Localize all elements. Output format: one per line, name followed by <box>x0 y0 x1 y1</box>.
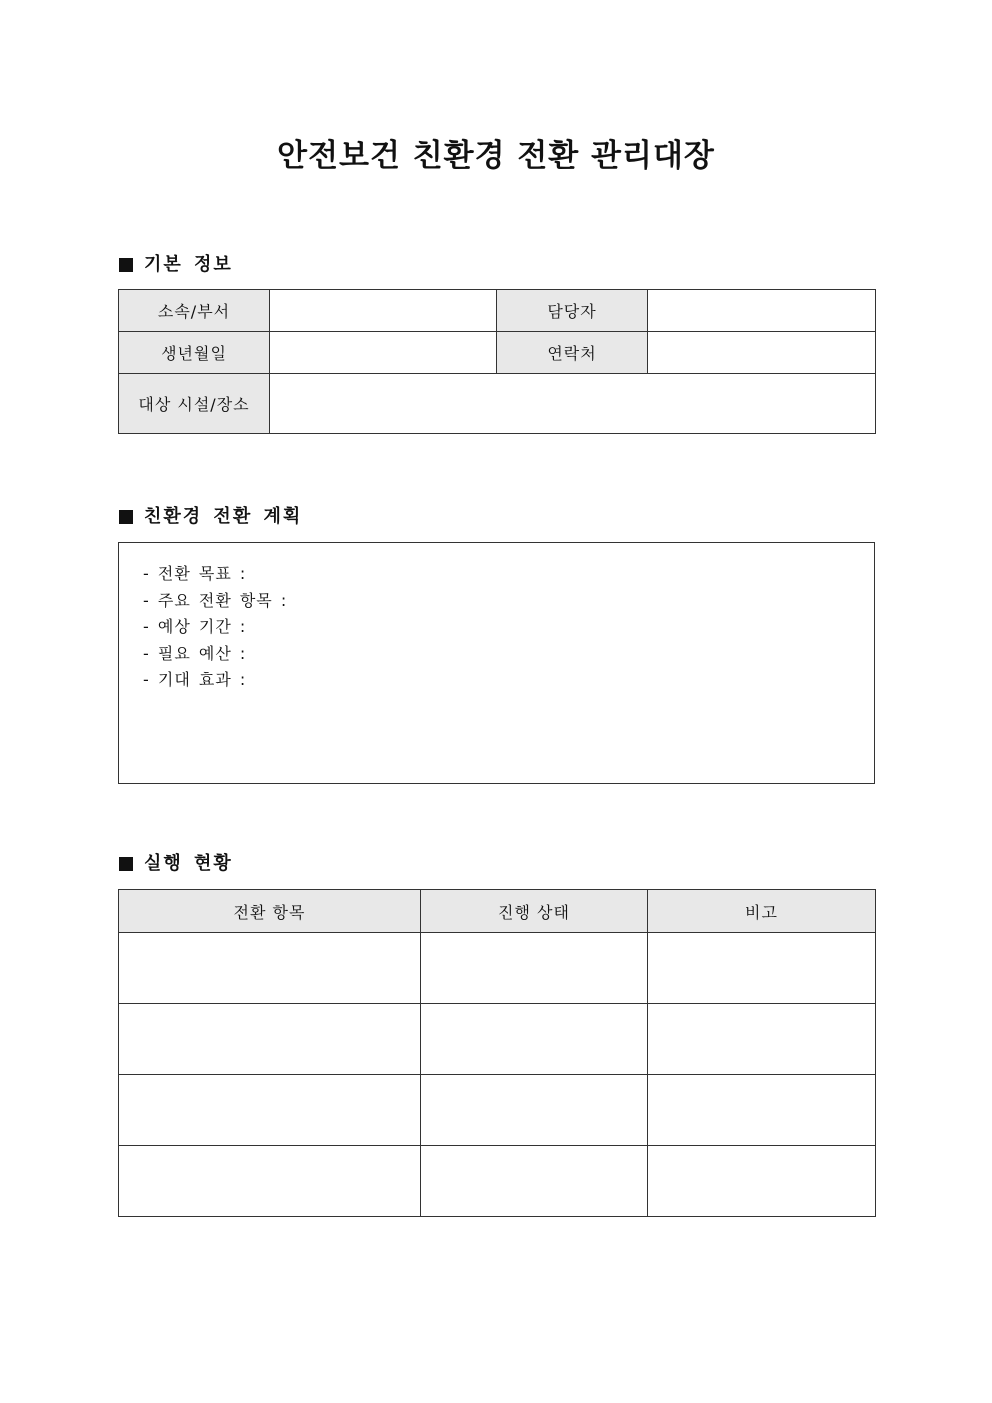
manager-field[interactable] <box>648 290 876 332</box>
remarks-cell[interactable] <box>648 933 876 1004</box>
square-bullet-icon <box>119 857 133 871</box>
item-cell[interactable] <box>119 1146 421 1217</box>
table-row <box>119 1004 876 1075</box>
basic-info-heading <box>119 252 233 278</box>
table-header-row <box>119 890 876 933</box>
column-header-remarks: 비고 <box>648 890 876 933</box>
plan-box[interactable] <box>118 542 875 784</box>
contact-field[interactable] <box>648 332 876 374</box>
table-row <box>119 290 876 332</box>
table-row <box>119 933 876 1004</box>
facility-field[interactable] <box>270 374 876 434</box>
status-heading <box>119 851 233 877</box>
plan-item-effect: - 기대 효과 : <box>143 670 247 689</box>
progress-cell[interactable] <box>421 1075 648 1146</box>
item-cell[interactable] <box>119 1075 421 1146</box>
plan-item-budget: - 필요 예산 : <box>143 643 247 663</box>
table-row <box>119 1146 876 1217</box>
facility-label: 대상 시설/장소 <box>119 374 270 434</box>
manager-label: 담당자 <box>497 290 648 332</box>
table-row <box>119 374 876 434</box>
remarks-cell[interactable] <box>648 1075 876 1146</box>
plan-heading-text: 친환경 전환 계획 <box>144 506 303 527</box>
document-title: 안전보건 친환경 전환 관리대장 <box>277 138 715 174</box>
table-row <box>119 332 876 374</box>
status-table <box>118 889 876 1217</box>
plan-item-goal: - 전환 목표 : <box>143 564 247 583</box>
plan-item-period: - 예상 기간 : <box>143 617 247 636</box>
progress-cell[interactable] <box>421 1146 648 1217</box>
birthdate-label: 생년월일 <box>119 332 270 374</box>
contact-label: 연락처 <box>497 332 648 374</box>
item-cell[interactable] <box>119 933 421 1004</box>
plan-heading <box>119 504 302 530</box>
item-cell[interactable] <box>119 1004 421 1075</box>
column-header-progress: 진행 상태 <box>421 890 648 933</box>
affiliation-field[interactable] <box>270 290 497 332</box>
progress-cell[interactable] <box>421 1004 648 1075</box>
table-row <box>119 1075 876 1146</box>
square-bullet-icon <box>119 510 133 524</box>
square-bullet-icon <box>119 258 133 272</box>
birthdate-field[interactable] <box>270 332 497 374</box>
status-heading-text: 실행 현황 <box>144 853 233 874</box>
remarks-cell[interactable] <box>648 1146 876 1217</box>
remarks-cell[interactable] <box>648 1004 876 1075</box>
column-header-item: 전환 항목 <box>119 890 421 933</box>
plan-list <box>143 561 287 694</box>
plan-item-main-items: - 주요 전환 항목 : <box>143 590 288 610</box>
basic-info-table <box>118 289 876 434</box>
affiliation-label: 소속/부서 <box>119 290 270 332</box>
basic-info-heading-text: 기본 정보 <box>144 254 233 275</box>
progress-cell[interactable] <box>421 933 648 1004</box>
